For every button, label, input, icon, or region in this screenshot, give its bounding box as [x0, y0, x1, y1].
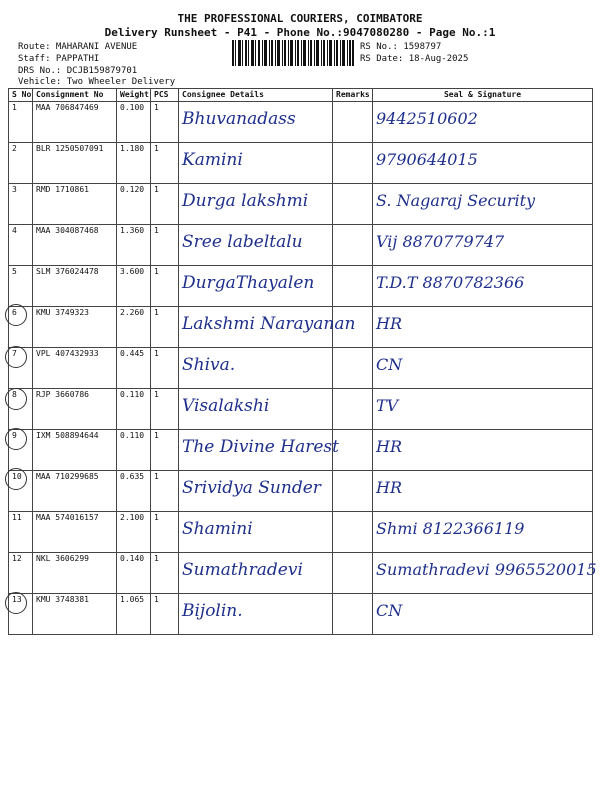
row-consignment: BLR 1250507091: [33, 143, 117, 184]
row-sno: 10: [9, 471, 33, 512]
row-pcs: 1: [151, 102, 179, 143]
consignee-handwriting: Visalakshi: [182, 396, 270, 416]
consignee-handwriting: Durga lakshmi: [182, 191, 309, 211]
table-row: [9, 102, 593, 143]
drs-number: DRS No.: DCJB159879701: [18, 66, 138, 76]
row-sno: 2: [9, 143, 33, 184]
row-consignment: NKL 3606299: [33, 553, 117, 594]
row-consignee-cell: [179, 348, 333, 389]
row-remarks: [333, 348, 373, 389]
row-pcs: 1: [151, 430, 179, 471]
consignee-handwriting: Sree labeltalu: [182, 232, 303, 252]
row-sno: 8: [9, 389, 33, 430]
row-consignee-cell: [179, 143, 333, 184]
row-remarks: [333, 594, 373, 635]
row-weight: 1.065: [117, 594, 151, 635]
row-sno: 11: [9, 512, 33, 553]
row-consignee-cell: [179, 389, 333, 430]
row-signature-cell: [373, 266, 593, 307]
row-weight: 2.100: [117, 512, 151, 553]
row-consignee-cell: [179, 594, 333, 635]
table-row: [9, 143, 593, 184]
row-signature-cell: [373, 471, 593, 512]
col-consignee: Consignee Details: [179, 89, 333, 102]
row-sno: 3: [9, 184, 33, 225]
hand-circle-mark: [5, 346, 27, 368]
row-weight: 0.120: [117, 184, 151, 225]
signature-handwriting: CN: [376, 601, 403, 620]
consignee-handwriting: Sumathradevi: [182, 560, 303, 580]
barcode-image: [232, 40, 354, 66]
signature-handwriting: 9442510602: [376, 109, 478, 128]
table-row: [9, 430, 593, 471]
row-pcs: 1: [151, 307, 179, 348]
row-remarks: [333, 143, 373, 184]
consignee-handwriting: Bijolin.: [182, 601, 243, 621]
row-consignee-cell: [179, 471, 333, 512]
rs-date: RS Date: 18-Aug-2025: [360, 54, 469, 64]
staff-label: Staff: PAPPATHI: [18, 54, 100, 64]
rs-number: RS No.: 1598797: [360, 42, 442, 52]
table-row: [9, 553, 593, 594]
signature-handwriting: HR: [376, 437, 402, 456]
col-remarks: Remarks: [333, 89, 373, 102]
row-weight: 1.360: [117, 225, 151, 266]
runsheet-table: [8, 88, 597, 635]
row-signature-cell: [373, 594, 593, 635]
row-weight: 1.180: [117, 143, 151, 184]
row-consignee-cell: [179, 512, 333, 553]
row-pcs: 1: [151, 389, 179, 430]
consignee-handwriting: Lakshmi Narayanan: [182, 314, 356, 334]
consignee-handwriting: Bhuvanadass: [182, 109, 296, 129]
signature-handwriting: S. Nagaraj Security: [376, 191, 536, 210]
runsheet-title: Delivery Runsheet - P41 - Phone No.:9047080280 - Page No.:1: [104, 26, 496, 39]
company-title: THE PROFESSIONAL COURIERS, COIMBATORE: [177, 12, 423, 25]
table-row: [9, 348, 593, 389]
table-row: [9, 266, 593, 307]
hand-circle-mark: [5, 592, 27, 614]
row-pcs: 1: [151, 143, 179, 184]
row-sno: 1: [9, 102, 33, 143]
table-row: [9, 184, 593, 225]
row-signature-cell: [373, 184, 593, 225]
row-remarks: [333, 553, 373, 594]
consignee-handwriting: The Divine Harest: [182, 437, 339, 457]
signature-handwriting: Shmi 8122366119: [376, 519, 525, 538]
consignee-handwriting: Kamini: [182, 150, 243, 170]
row-weight: 3.600: [117, 266, 151, 307]
hand-circle-mark: [5, 468, 27, 490]
row-signature-cell: [373, 389, 593, 430]
row-weight: 0.110: [117, 389, 151, 430]
table-row: [9, 512, 593, 553]
table-row: [9, 594, 593, 635]
hand-circle-mark: [5, 304, 27, 326]
signature-handwriting: CN: [376, 355, 403, 374]
row-pcs: 1: [151, 594, 179, 635]
row-consignment: MAA 706847469: [33, 102, 117, 143]
row-remarks: [333, 512, 373, 553]
col-weight: Weight: [117, 89, 151, 102]
col-sno: S No: [9, 89, 33, 102]
row-weight: 2.260: [117, 307, 151, 348]
consignee-handwriting: DurgaThayalen: [182, 273, 315, 293]
table-row: [9, 225, 593, 266]
row-signature-cell: [373, 307, 593, 348]
row-sno: 12: [9, 553, 33, 594]
row-weight: 0.100: [117, 102, 151, 143]
row-remarks: [333, 102, 373, 143]
row-consignment: RJP 3660786: [33, 389, 117, 430]
row-consignment: IXM 508894644: [33, 430, 117, 471]
row-signature-cell: [373, 348, 593, 389]
signature-handwriting: Vij 8870779747: [376, 232, 505, 251]
row-remarks: [333, 266, 373, 307]
signature-handwriting: HR: [376, 478, 402, 497]
row-consignment: MAA 304087468: [33, 225, 117, 266]
row-consignee-cell: [179, 430, 339, 471]
row-consignment: SLM 376024478: [33, 266, 117, 307]
row-remarks: [333, 225, 373, 266]
row-pcs: 1: [151, 553, 179, 594]
row-consignee-cell: [179, 266, 333, 307]
row-remarks: [333, 471, 373, 512]
row-signature-cell: [373, 102, 593, 143]
row-signature-cell: [373, 143, 593, 184]
row-remarks: [333, 184, 373, 225]
row-sno: 7: [9, 348, 33, 389]
row-pcs: 1: [151, 512, 179, 553]
row-sno: 9: [9, 430, 33, 471]
row-weight: 0.635: [117, 471, 151, 512]
row-weight: 0.140: [117, 553, 151, 594]
table-row: [9, 389, 593, 430]
signature-handwriting: HR: [376, 314, 402, 333]
signature-handwriting: T.D.T 8870782366: [376, 273, 525, 292]
row-sno: 13: [9, 594, 33, 635]
row-consignment: KMU 3749323: [33, 307, 117, 348]
row-consignee-cell: [179, 184, 333, 225]
row-pcs: 1: [151, 266, 179, 307]
col-consignment: Consignment No: [33, 89, 117, 102]
row-signature-cell: [373, 430, 593, 471]
row-consignee-cell: [179, 553, 333, 594]
row-sno: 6: [9, 307, 33, 348]
col-signature: Seal & Signature: [373, 89, 593, 102]
table-row: [9, 307, 593, 348]
vehicle-label: Vehicle: Two Wheeler Delivery: [18, 77, 176, 87]
route-label: Route: MAHARANI AVENUE: [18, 42, 138, 52]
row-consignee-cell: [179, 225, 333, 266]
table-header-row: [9, 89, 593, 102]
row-weight: 0.110: [117, 430, 151, 471]
row-weight: 0.445: [117, 348, 151, 389]
row-sno: 4: [9, 225, 33, 266]
signature-handwriting: Sumathradevi 9965520015: [376, 560, 597, 579]
consignee-handwriting: Shiva.: [182, 355, 236, 375]
signature-handwriting: 9790644015: [376, 150, 478, 169]
row-remarks: [333, 389, 373, 430]
col-pcs: PCS: [151, 89, 179, 102]
row-pcs: 1: [151, 225, 179, 266]
table-row: [9, 471, 593, 512]
hand-circle-mark: [5, 428, 27, 450]
row-pcs: 1: [151, 348, 179, 389]
row-pcs: 1: [151, 471, 179, 512]
signature-handwriting: TV: [376, 396, 399, 415]
consignee-handwriting: Srividya Sunder: [182, 478, 321, 498]
row-signature-cell: [373, 225, 593, 266]
row-sno: 5: [9, 266, 33, 307]
row-consignment: KMU 3748381: [33, 594, 117, 635]
row-consignment: RMD 1710861: [33, 184, 117, 225]
row-consignment: VPL 407432933: [33, 348, 117, 389]
row-signature-cell: [373, 512, 593, 553]
row-consignee-cell: [179, 102, 333, 143]
row-consignment: MAA 710299685: [33, 471, 117, 512]
row-signature-cell: [373, 553, 597, 594]
hand-circle-mark: [5, 388, 27, 410]
row-consignment: MAA 574016157: [33, 512, 117, 553]
consignee-handwriting: Shamini: [182, 519, 253, 539]
row-consignee-cell: [179, 307, 356, 348]
row-pcs: 1: [151, 184, 179, 225]
